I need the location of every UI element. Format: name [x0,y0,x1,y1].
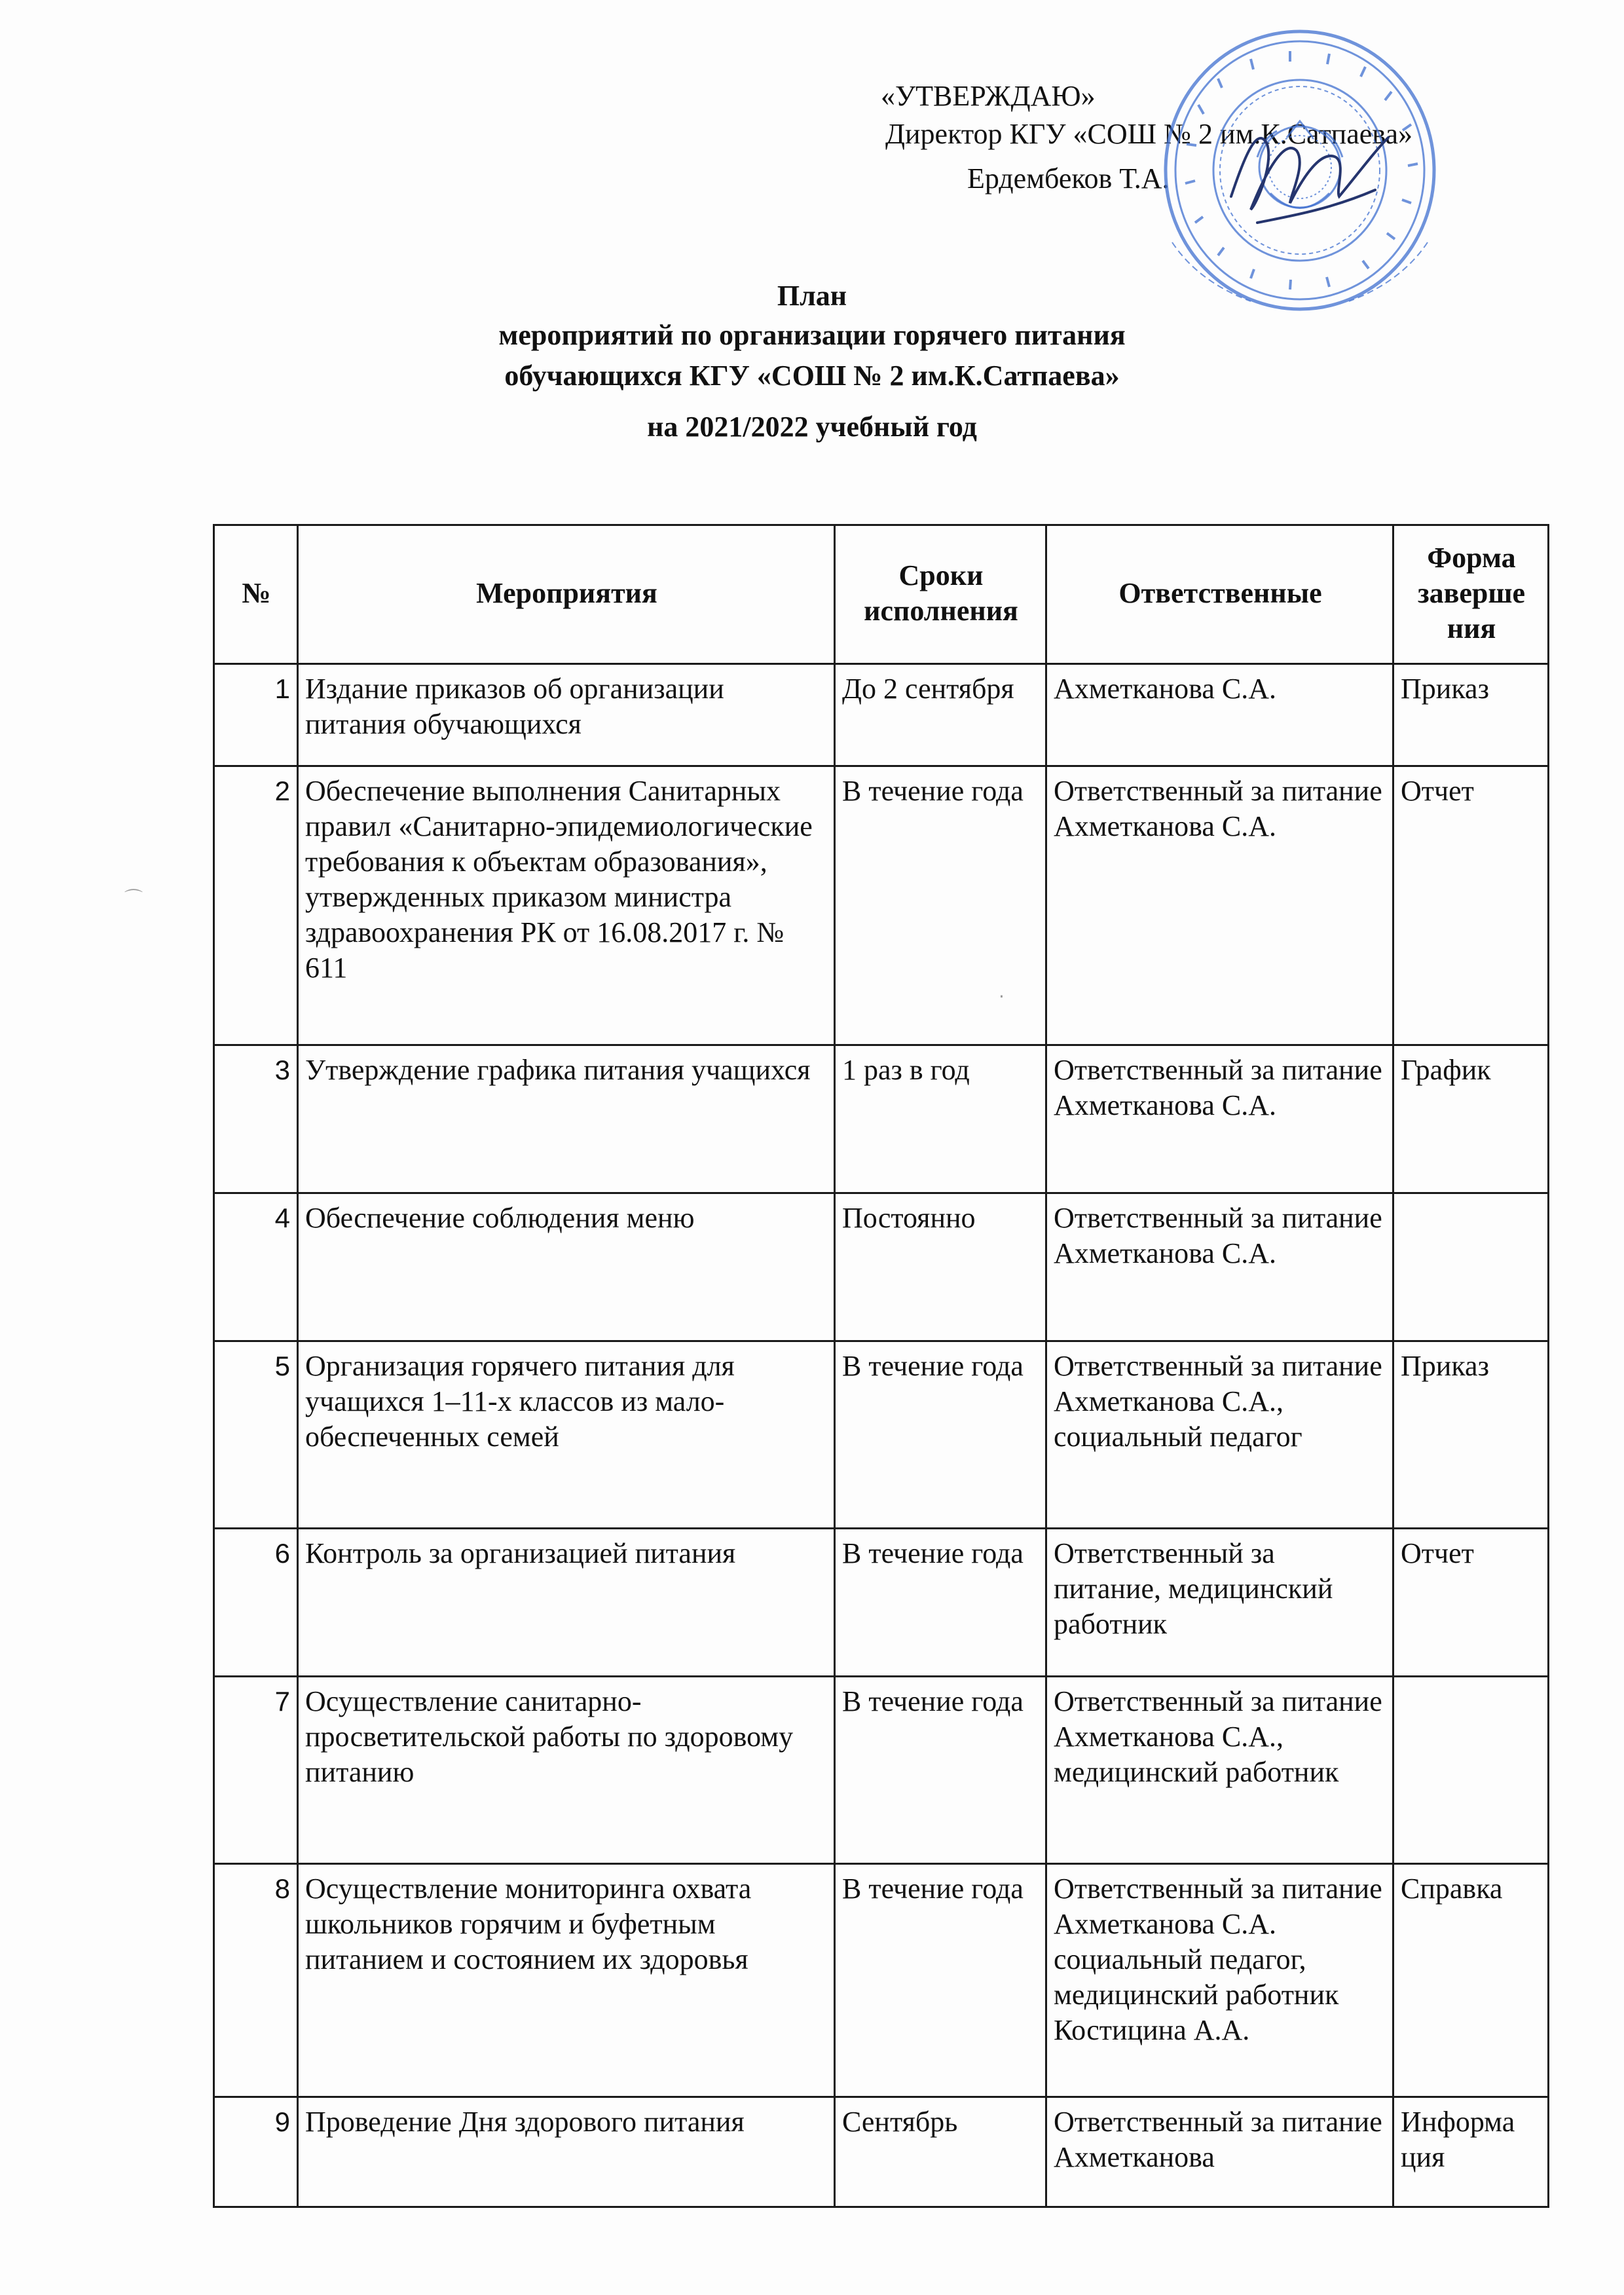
row-term: В течение года [835,1864,1046,2097]
row-responsible: Ответственный за питание, медицинский работник [1046,1529,1393,1677]
row-number: 1 [214,664,298,766]
row-term: Сентябрь [835,2097,1046,2207]
row-number: 8 [214,1864,298,2097]
row-term: В течение года [835,1529,1046,1677]
table-row [214,766,1549,1045]
row-event: Издание приказов об организации питания обучающихся [298,664,835,766]
row-term: В течение года [835,1341,1046,1529]
title-line-3: обучающихся КГУ «СОШ № 2 им.К.Сатпаева» [504,360,1120,392]
row-event: Организация горячего питания для учащихся 1–11-х классов из мало-обеспеченных семей [298,1341,835,1529]
approval-label: «УТВЕРЖДАЮ» [881,80,1096,112]
row-number: 2 [214,766,298,1045]
table-header-row [214,525,1549,664]
table-row [214,1677,1549,1864]
row-event: Осуществление мониторинга охвата школьников горячим и буфетным питанием и состоянием их здоровья [298,1864,835,2097]
row-event: Обеспечение выполнения Санитарных правил «Санитарно-эпидемиологические требования к объектам образования», утвержденных приказом министра здравоохранения РК от 16.08.2017 г. № 611 [298,766,835,1045]
table-row [214,1045,1549,1193]
row-event: Проведение Дня здорового питания [298,2097,835,2207]
row-form: График [1393,1045,1549,1193]
row-form: Справка [1393,1864,1549,2097]
header-responsible: Ответственные [1046,525,1393,664]
row-responsible: Ответственный за питание Ахметканова С.А. [1046,1045,1393,1193]
row-number: 4 [214,1193,298,1341]
title-line-4: на 2021/2022 учебный год [647,411,977,443]
row-number: 9 [214,2097,298,2207]
row-event: Контроль за организацией питания [298,1529,835,1677]
row-term: Постоянно [835,1193,1046,1341]
row-responsible: Ответственный за питание Ахметканова С.А., медицинский работник [1046,1677,1393,1864]
table-row [214,1529,1549,1677]
row-form: Приказ [1393,664,1549,766]
approval-name: Ердембеков Т.А. [967,162,1170,195]
row-responsible: Ответственный за питание Ахметканова С.А., социальный педагог [1046,1341,1393,1529]
row-term: В течение года [835,766,1046,1045]
row-event: Обеспечение соблюдения меню [298,1193,835,1341]
row-form: Информа ция [1393,2097,1549,2207]
row-responsible: Ответственный за питание Ахметканова С.А. социальный педагог, медицинский работник Костицина А.А. [1046,1864,1393,2097]
row-number: 3 [214,1045,298,1193]
row-number: 7 [214,1677,298,1864]
table-row [214,664,1549,766]
row-form [1393,1677,1549,1864]
row-responsible: Ответственный за питание Ахметканова [1046,2097,1393,2207]
row-term: 1 раз в год [835,1045,1046,1193]
title-line-2: мероприятий по организации горячего питания [498,319,1126,351]
row-event: Утверждение графика питания учащихся [298,1045,835,1193]
header-form: Форма заверше ния [1393,525,1549,664]
row-term: До 2 сентября [835,664,1046,766]
row-event: Осуществление санитарно-просветительской работы по здоровому питанию [298,1677,835,1864]
row-form: Отчет [1393,1529,1549,1677]
table-row [214,2097,1549,2207]
header-number: № [214,525,298,664]
header-term: Сроки исполнения [835,525,1046,664]
row-responsible: Ответственный за питание Ахметканова С.А. [1046,1193,1393,1341]
official-stamp-icon [1159,26,1441,314]
header-event: Мероприятия [298,525,835,664]
row-number: 6 [214,1529,298,1677]
row-form: Приказ [1393,1341,1549,1529]
table-row [214,1341,1549,1529]
scan-mark: ⌒ [124,887,143,909]
approval-director: Директор КГУ «СОШ № 2 им.К.Сатпаева» [885,118,1412,150]
row-term: В течение года [835,1677,1046,1864]
row-responsible: Ответственный за питание Ахметканова С.А. [1046,766,1393,1045]
row-number: 5 [214,1341,298,1529]
row-responsible: Ахметканова С.А. [1046,664,1393,766]
table-row [214,1193,1549,1341]
scan-mark: · [999,986,1005,1007]
row-form [1393,1193,1549,1341]
row-form: Отчет [1393,766,1549,1045]
title-line-1: План [777,280,847,312]
table-row [214,1864,1549,2097]
plan-table [213,524,1549,2208]
